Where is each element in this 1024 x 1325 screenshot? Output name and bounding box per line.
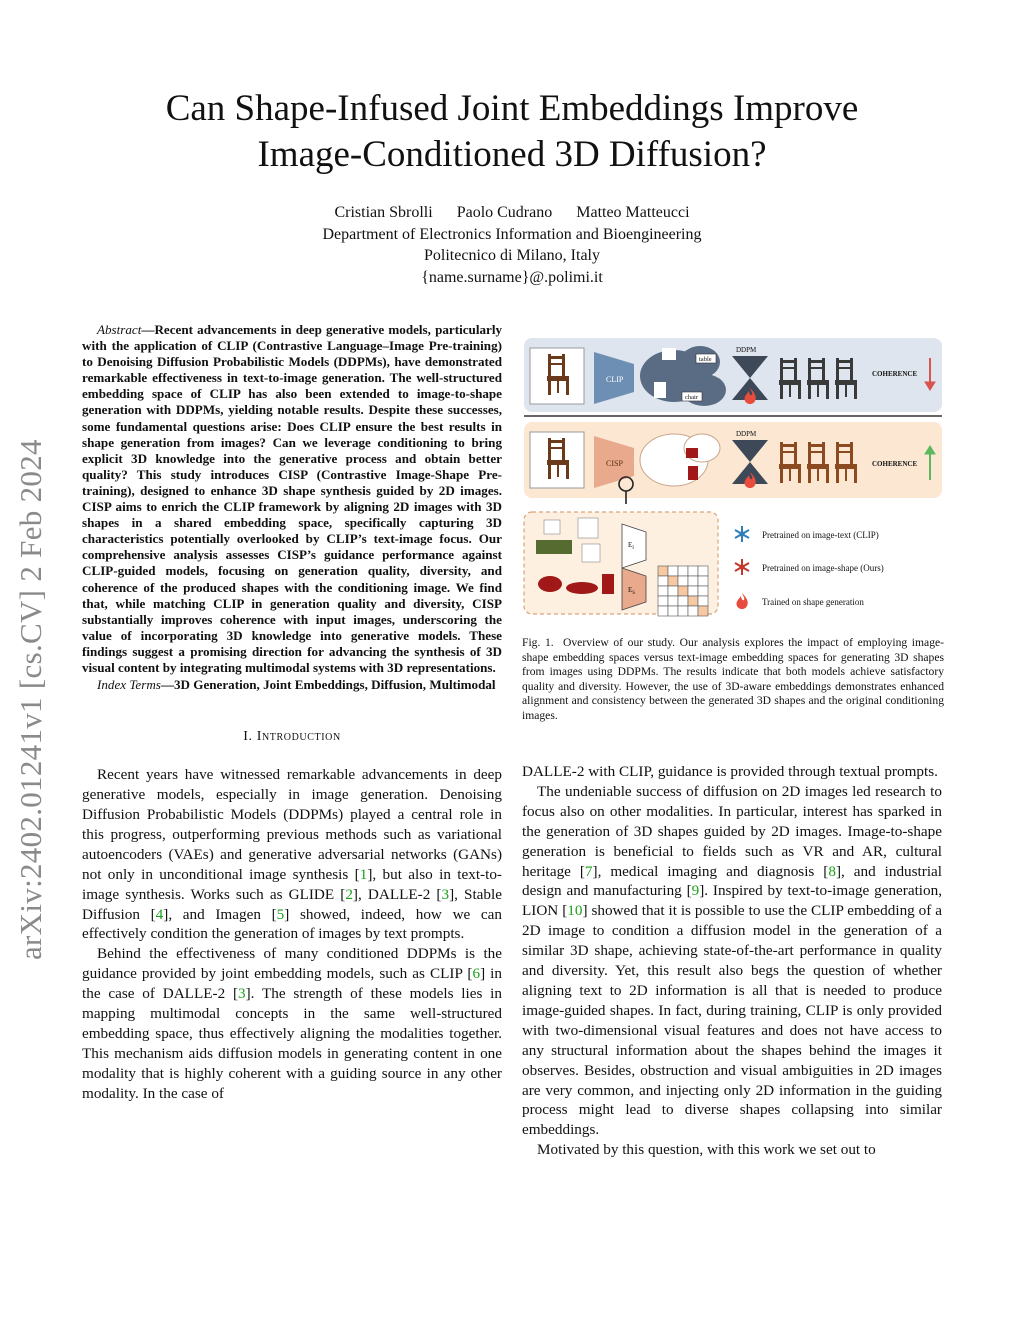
intro-paragraph-2 (82, 944, 502, 1103)
image-encoder-label: $E_I$ (628, 541, 634, 551)
flame-icon (736, 593, 747, 609)
text-run: ], Stable Diffusion [ (82, 885, 502, 923)
similarity-cell (668, 576, 678, 586)
similarity-cell (698, 586, 708, 596)
citation-link[interactable]: 7 (584, 862, 593, 880)
author-name: Cristian Sbrolli (334, 204, 433, 221)
chair-tag-label: chair (685, 394, 698, 401)
text-run: ] showed that it is possible to use the CLIP embedding of a 2D image to condition a diffusion model in the generation of a similar 3D shape, achieving state-of-the-art performance in quality and diversity. Yet, this result also begs the question of whether aligning text to 2D information is all that is needed to produce image-guided shapes. In fact, during training, CLIP is only provided with two-dimensional visual features and does not have access to any structural information about the shapes behind the images it observes. Besides, obstruction and visual ambiguities in 2D images are very common, and injecting only 2D information in the guiding process might lead to diverse shapes collapsing into similar embeddings. (522, 902, 943, 1139)
shape-sample (602, 574, 614, 594)
left-column (82, 322, 502, 1104)
caption-label: Fig. 1. (522, 636, 554, 649)
similarity-cell (668, 606, 678, 616)
shape-sample (538, 576, 562, 592)
text-run: ]. Inspired by text-to-image generation, LION [ (522, 882, 942, 920)
author-list (190, 202, 834, 224)
image-sample (578, 518, 598, 538)
similarity-cell (688, 606, 698, 616)
author-block (190, 202, 834, 288)
right-paragraph-2: Motivated by this question, with this work we set out to (537, 1141, 876, 1159)
similarity-cell (658, 576, 668, 586)
right-paragraph-1 (522, 782, 942, 1140)
text-run: ] in the case of DALLE-2 [ (82, 965, 502, 1003)
title-line-2: Image-Conditioned 3D Diffusion? (257, 134, 767, 175)
citation-link[interactable]: 10 (567, 902, 583, 920)
text-run: ], and industrial design and manufacturing [ (522, 862, 942, 900)
text-run: ] showed, indeed, how we can effectively condition the generation of images by text prompts. (82, 905, 503, 943)
shape-sample (566, 582, 598, 594)
text-run: The undeniable success of diffusion on 2D images led research to focus also on other modalities. In particular, interest has sparked in the generation of 3D shapes guided by 2D images. Image-to-shape generation is beneficial to fields such as VR and AR, cultural heritage [ (522, 782, 942, 880)
text-run: Behind the effectiveness of many conditioned DDPMs is the guidance provided by joint embedding models, such as CLIP [ (82, 945, 502, 983)
similarity-cell (688, 566, 698, 576)
arxiv-id: arXiv:2402.01241v1 [cs.CV] 2 Feb 2024 (13, 439, 48, 960)
abstract (82, 322, 502, 676)
coherence-label-mid: COHERENCE (872, 460, 918, 468)
similarity-cell (688, 586, 698, 596)
index-terms (82, 677, 502, 693)
similarity-cell (658, 596, 668, 606)
similarity-cell (658, 586, 668, 596)
text-run: ], medical imaging and diagnosis [ (592, 862, 829, 880)
image-encoder (622, 524, 646, 568)
similarity-cell (678, 586, 688, 596)
right-column (522, 762, 942, 1160)
ddpm-label: DDPM (736, 346, 757, 354)
citation-link[interactable]: 2 (345, 885, 353, 903)
similarity-cell (688, 596, 698, 606)
paper-title (90, 86, 934, 178)
figure-caption (522, 636, 944, 723)
table-tag-label: table (699, 356, 712, 363)
author-name: Matteo Matteucci (576, 204, 690, 221)
title-line-1: Can Shape-Infused Joint Embeddings Improve (165, 88, 859, 129)
citation-link[interactable]: 8 (828, 862, 836, 880)
legend-item: Pretrained on image-shape (Ours) (762, 563, 884, 573)
table-thumbnail (662, 348, 676, 360)
legend-item: Trained on shape generation (762, 597, 864, 607)
text-run: ], and Imagen [ (163, 905, 277, 923)
image-sample (536, 540, 572, 554)
citation-link[interactable]: 5 (276, 905, 285, 923)
similarity-cell (668, 566, 678, 576)
cisp-encoder-label: CISP (606, 459, 623, 468)
section-title: Introduction (256, 729, 341, 745)
similarity-cell (698, 596, 708, 606)
citation-link[interactable]: 3 (441, 885, 450, 903)
figure-diagram (522, 334, 944, 618)
clip-encoder-label: CLIP (606, 375, 624, 384)
department: Department of Electronics Information and Bioengineering (322, 225, 702, 243)
caption-text: Overview of our study. Our analysis explores the impact of employing image-shape embedding spaces versus text-image embedding spaces for generating 3D shapes from images using DDPMs. The results indicate that both models achieve satisfactory quality and diversity. However, the use of 3D-aware embeddings demonstrates enhanced alignment and consistency between the generated 3D shapes and the original conditioning images. (522, 636, 944, 722)
index-terms-lead: Index Terms (97, 677, 161, 693)
shape-thumbnail (686, 448, 698, 458)
text-run: ], but also in text-to-image synthesis. Works such as GLIDE [ (82, 865, 502, 903)
shape-encoder-label: $E_S$ (628, 586, 636, 596)
snowflake-blue-icon (735, 526, 749, 542)
right-paragraph-0: DALLE-2 with CLIP, guidance is provided through textual prompts. (522, 763, 938, 780)
legend-item: Pretrained on image-text (CLIP) (762, 530, 879, 540)
intro-paragraph-1 (82, 765, 502, 944)
abstract-lead: Abstract (97, 322, 142, 337)
similarity-cell (678, 606, 688, 616)
similarity-cell (698, 576, 708, 586)
author-name: Paolo Cudrano (456, 204, 553, 221)
image-sample (544, 520, 560, 534)
similarity-cell (668, 596, 678, 606)
similarity-cell (668, 586, 678, 596)
text-run: ]. The strength of these models lies in mapping multimodal concepts in the same well-structured embedding space, thus effectively aligning the modalities together. This mechanism aids diffusion models in generating content in one modality that is highly coherent with a guiding source in any other modality. In the case of (82, 985, 502, 1102)
citation-link[interactable]: 3 (238, 985, 246, 1003)
shape-thumbnail (688, 466, 698, 480)
similarity-cell (698, 566, 708, 576)
coherence-label-top: COHERENCE (872, 370, 918, 378)
similarity-matrix (658, 566, 708, 616)
email: {name.surname}@.polimi.it (421, 268, 603, 286)
similarity-cell (698, 606, 708, 616)
citation-link[interactable]: 9 (691, 882, 700, 900)
similarity-cell (678, 596, 688, 606)
institution: Politecnico di Milano, Italy (424, 247, 600, 264)
image-sample (582, 544, 600, 562)
similarity-cell (658, 606, 668, 616)
similarity-cell (678, 576, 688, 586)
citation-link[interactable]: 4 (155, 905, 164, 923)
similarity-cell (688, 576, 698, 586)
index-terms-text: —3D Generation, Joint Embeddings, Diffusion, Multimodal (160, 677, 496, 693)
snowflake-red-icon (735, 559, 749, 575)
citation-link[interactable]: 6 (472, 965, 481, 983)
chair-thumbnail (654, 382, 666, 398)
text-run: Recent years have witnessed remarkable advancements in deep generative models, especially in image generation. Denoising Diffusion Probabilistic Models (DDPMs) played a central role in this progress, outperforming previous methods such as variational autoencoders (VAEs) and generative adversarial networks (GANs) not only in unconditional image synthesis [ (82, 766, 502, 883)
figure-1 (522, 334, 944, 618)
section-heading (82, 729, 502, 745)
similarity-cell (678, 566, 688, 576)
ddpm-label: DDPM (736, 430, 757, 438)
text-run: ], DALLE-2 [ (352, 885, 442, 903)
citation-link[interactable]: 1 (359, 865, 368, 883)
similarity-cell (658, 566, 668, 576)
abstract-text: —Recent advancements in deep generative models, particularly with the application of CLIP (Contrastive Language–Image Pre-training) to Denoising Diffusion Probabilistic Models (DDPMs), have demonstrated remarkable effectiveness in text-to-image generation. The well-structured embedding space of CLIP has also been extended to image-to-shape generation with DDPMs, yielding notable results. Despite these successes, some fundamental questions arise: Does CLIP ensure the best results in shape generation from images? Can we leverage conditioning to bring explicit 3D knowledge into the generative process and obtain better quality? This study introduces CISP (Contrastive Image-Shape Pre-training), designed to enhance 3D shape synthesis guided by 2D images. CISP aims to enrich the CLIP framework by aligning 2D images with 3D shapes in a shared embedding space, specifically capturing 3D characteristics potentially overlooked by CLIP’s text-image focus. Our comprehensive analysis assesses CISP’s guidance performance against CLIP-guided models, focusing on generation quality, diversity, and coherence of the produced shapes with the conditioning image. We find that, while matching CLIP in generation quality and diversity, CISP substantially improves coherence with input images, underscoring the value of incorporating 3D knowledge into generative models. These findings suggest a promising direction for advancing the synthesis of 3D visual content by integrating multimodal systems with 3D representations. (82, 322, 502, 675)
section-number: I. (243, 729, 253, 745)
